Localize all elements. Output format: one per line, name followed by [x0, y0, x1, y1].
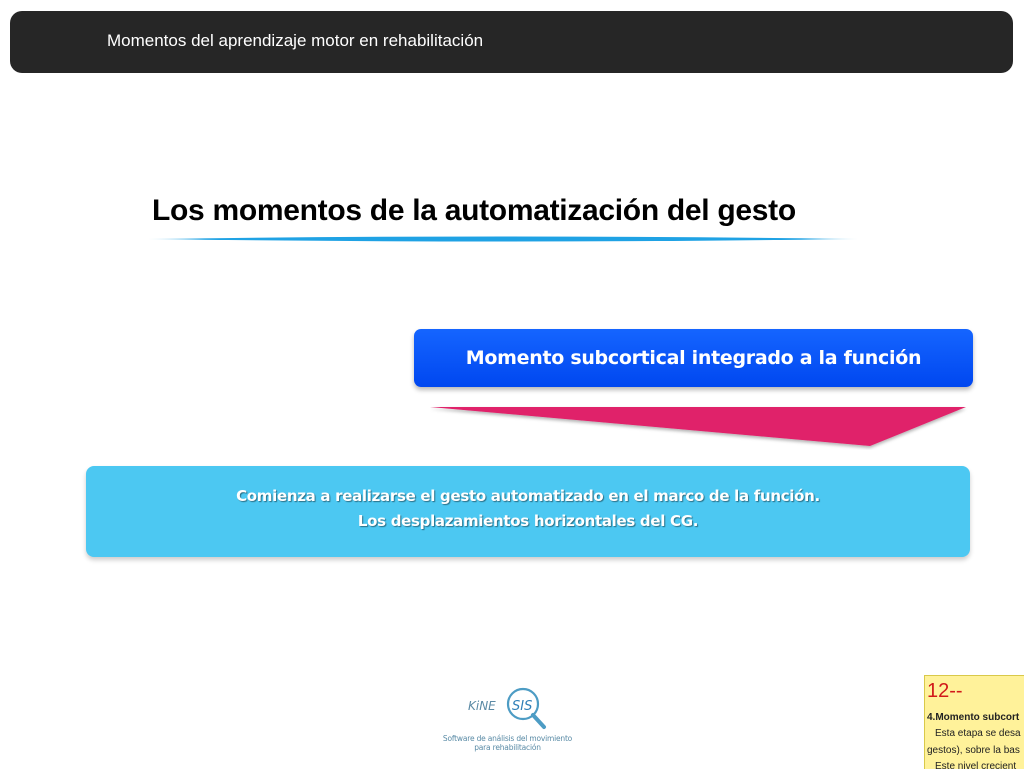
- kinesis-magnifier-icon: [464, 684, 549, 730]
- logo-subtitle-line-2: para rehabilitación: [474, 743, 541, 752]
- description-box: [86, 466, 970, 557]
- logo-text-kine: KiNE: [468, 699, 496, 713]
- pink-funnel-arrow-icon: [430, 405, 968, 450]
- slide-title: Los momentos de la automatización del gesto: [152, 194, 796, 227]
- description-line-1: Comienza a realizarse el gesto automatizado en el marco de la función.: [236, 486, 820, 505]
- note-line-4: Este nivel crecient: [935, 761, 1017, 769]
- title-underline: [148, 234, 858, 244]
- logo-subtitle-line-1: Software de análisis del movimiento: [442, 734, 573, 743]
- header-bar: [10, 11, 1013, 73]
- note-slide-number: 12--: [927, 680, 963, 702]
- subcortical-moment-box: [414, 329, 973, 387]
- note-line-3: gestos), sobre la bas: [927, 745, 1020, 756]
- header-title: Momentos del aprendizaje motor en rehabilitación: [107, 31, 484, 50]
- subcortical-moment-label: Momento subcortical integrado a la función: [465, 347, 922, 369]
- note-line-1: 4.Momento subcort: [927, 712, 1020, 723]
- kinesis-logo: [440, 680, 575, 755]
- speaker-note-panel: [924, 675, 1024, 769]
- note-line-2: Esta etapa se desa: [935, 728, 1021, 739]
- logo-text-sis: SIS: [512, 699, 533, 714]
- description-line-2: Los desplazamientos horizontales del CG.: [357, 511, 699, 530]
